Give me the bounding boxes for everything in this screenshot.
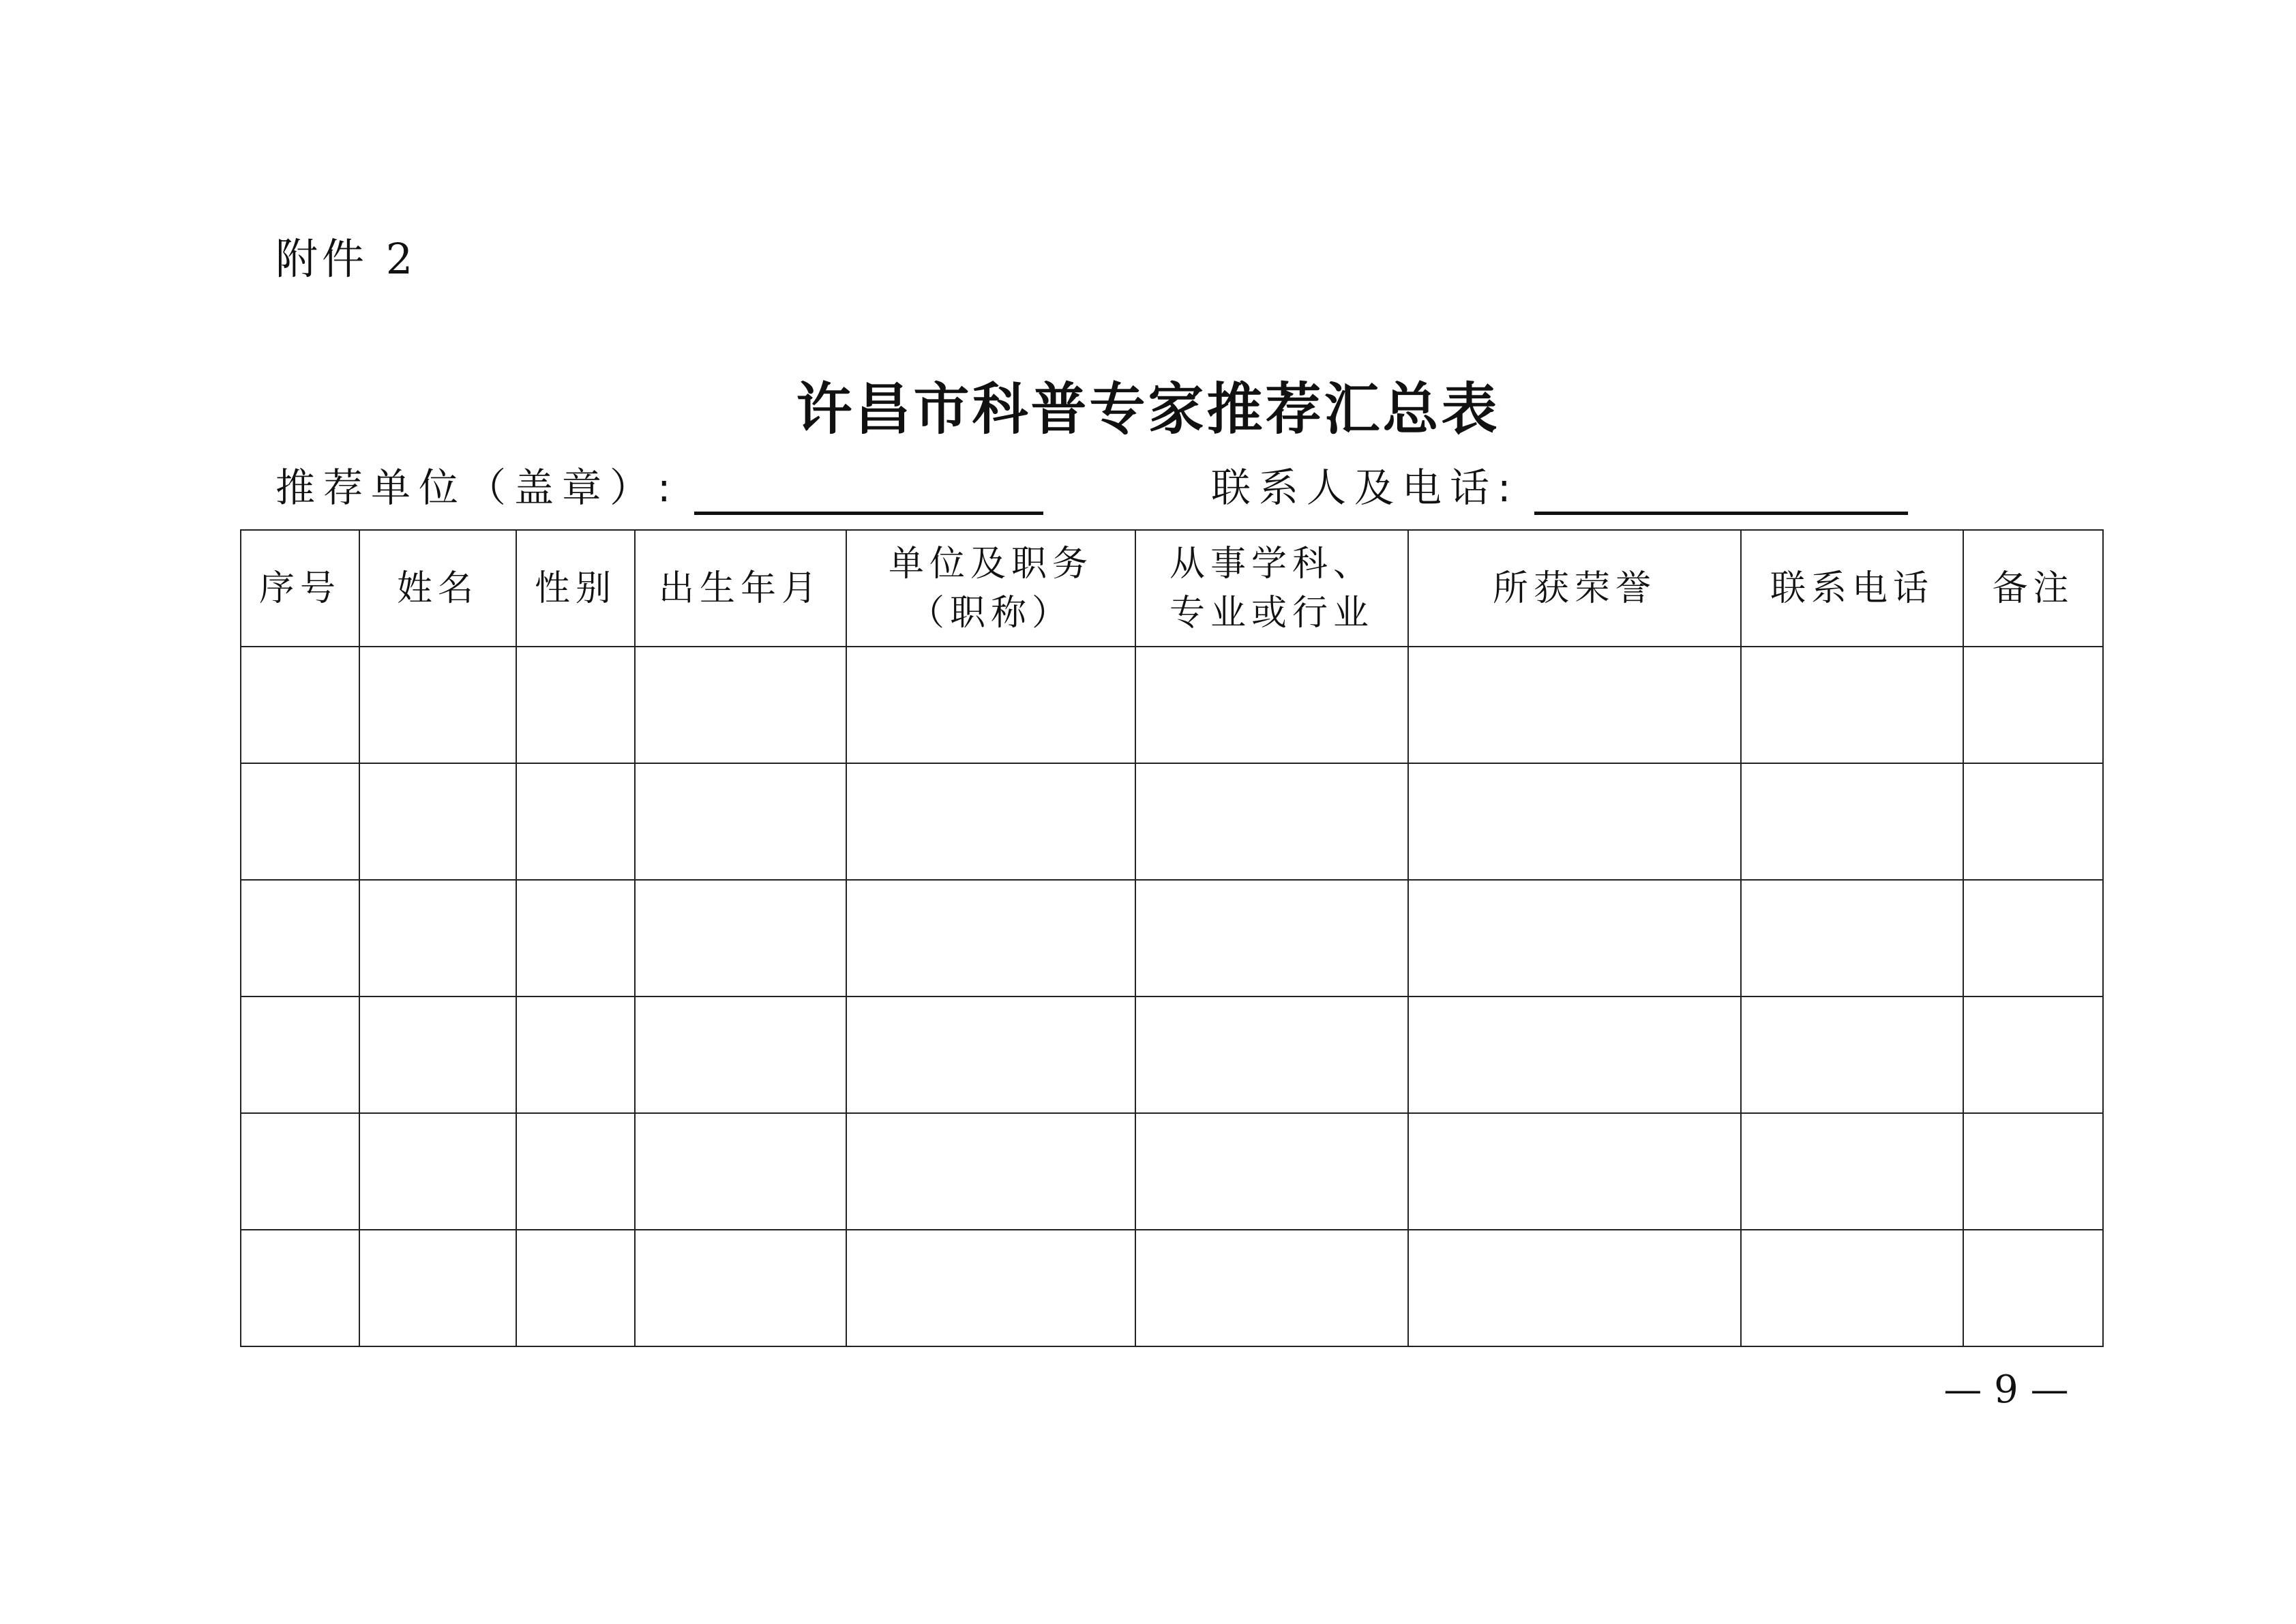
table-cell (1135, 1113, 1408, 1230)
table-cell (1135, 647, 1408, 763)
table-row (241, 1113, 2103, 1230)
table-cell (516, 763, 635, 880)
table-cell (846, 1230, 1135, 1346)
table-cell (1408, 647, 1741, 763)
table-cell (359, 880, 516, 996)
table-cell (1741, 1113, 1963, 1230)
table-cell (846, 880, 1135, 996)
recommending-unit-field (275, 460, 1043, 515)
table-cell (359, 996, 516, 1113)
table-cell (1135, 880, 1408, 996)
table-cell (241, 1230, 359, 1346)
table-cell (635, 763, 846, 880)
table-cell (846, 996, 1135, 1113)
recommending-unit-label: 推荐单位（盖章）: (275, 464, 679, 511)
table-cell (846, 763, 1135, 880)
table-header-row (241, 530, 2103, 647)
table-cell (1741, 880, 1963, 996)
table-cell (846, 647, 1135, 763)
contact-label: 联系人及电话: (1211, 464, 1519, 511)
header-name: 姓名 (359, 530, 516, 647)
table-cell (1135, 1230, 1408, 1346)
table-cell (516, 647, 635, 763)
table-cell (1135, 996, 1408, 1113)
header-birth-date: 出生年月 (635, 530, 846, 647)
table-cell (635, 1230, 846, 1346)
table-cell (516, 1113, 635, 1230)
header-field-profession: 从事学科、 专业或行业 (1135, 530, 1408, 647)
table-row (241, 647, 2103, 763)
table-cell (1741, 647, 1963, 763)
table-cell (359, 763, 516, 880)
table-cell (359, 647, 516, 763)
contact-field (1211, 460, 1908, 515)
table-cell (635, 1113, 846, 1230)
table-cell (241, 763, 359, 880)
table-cell (1963, 1113, 2103, 1230)
table-cell (1741, 996, 1963, 1113)
header-unit-position: 单位及职务 （职称） (846, 530, 1135, 647)
table-cell (1408, 1230, 1741, 1346)
table-cell (1408, 996, 1741, 1113)
recommending-unit-blank (694, 471, 1043, 515)
table-cell (1408, 880, 1741, 996)
attachment-label: 附件 2 (275, 234, 417, 284)
table-cell (1135, 763, 1408, 880)
document-title: 许昌市科普专家推荐汇总表 (796, 377, 1500, 442)
table-cell (516, 1230, 635, 1346)
table-cell (846, 1113, 1135, 1230)
table-row (241, 1230, 2103, 1346)
table-cell (1963, 763, 2103, 880)
table-cell (1408, 1113, 1741, 1230)
header-honors: 所获荣誉 (1408, 530, 1741, 647)
header-remarks: 备注 (1963, 530, 2103, 647)
table-cell (359, 1113, 516, 1230)
table-row (241, 880, 2103, 996)
contact-blank (1534, 471, 1908, 515)
table-cell (1408, 763, 1741, 880)
table-cell (1963, 1230, 2103, 1346)
table-cell (1741, 763, 1963, 880)
table-row (241, 763, 2103, 880)
header-serial-number: 序号 (241, 530, 359, 647)
expert-summary-table (240, 529, 2104, 1347)
header-gender: 性别 (516, 530, 635, 647)
table-cell (635, 996, 846, 1113)
table-cell (516, 880, 635, 996)
table-cell (635, 880, 846, 996)
table-cell (241, 880, 359, 996)
page-number: — 9 — (1943, 1368, 2069, 1412)
table-cell (1741, 1230, 1963, 1346)
table-cell (1963, 880, 2103, 996)
table-cell (241, 1113, 359, 1230)
header-contact-phone: 联系电话 (1741, 530, 1963, 647)
table-cell (241, 647, 359, 763)
table-cell (359, 1230, 516, 1346)
table-body (241, 647, 2103, 1346)
table-cell (635, 647, 846, 763)
table-cell (241, 996, 359, 1113)
table-cell (516, 996, 635, 1113)
table-cell (1963, 996, 2103, 1113)
table-cell (1963, 647, 2103, 763)
table-row (241, 996, 2103, 1113)
